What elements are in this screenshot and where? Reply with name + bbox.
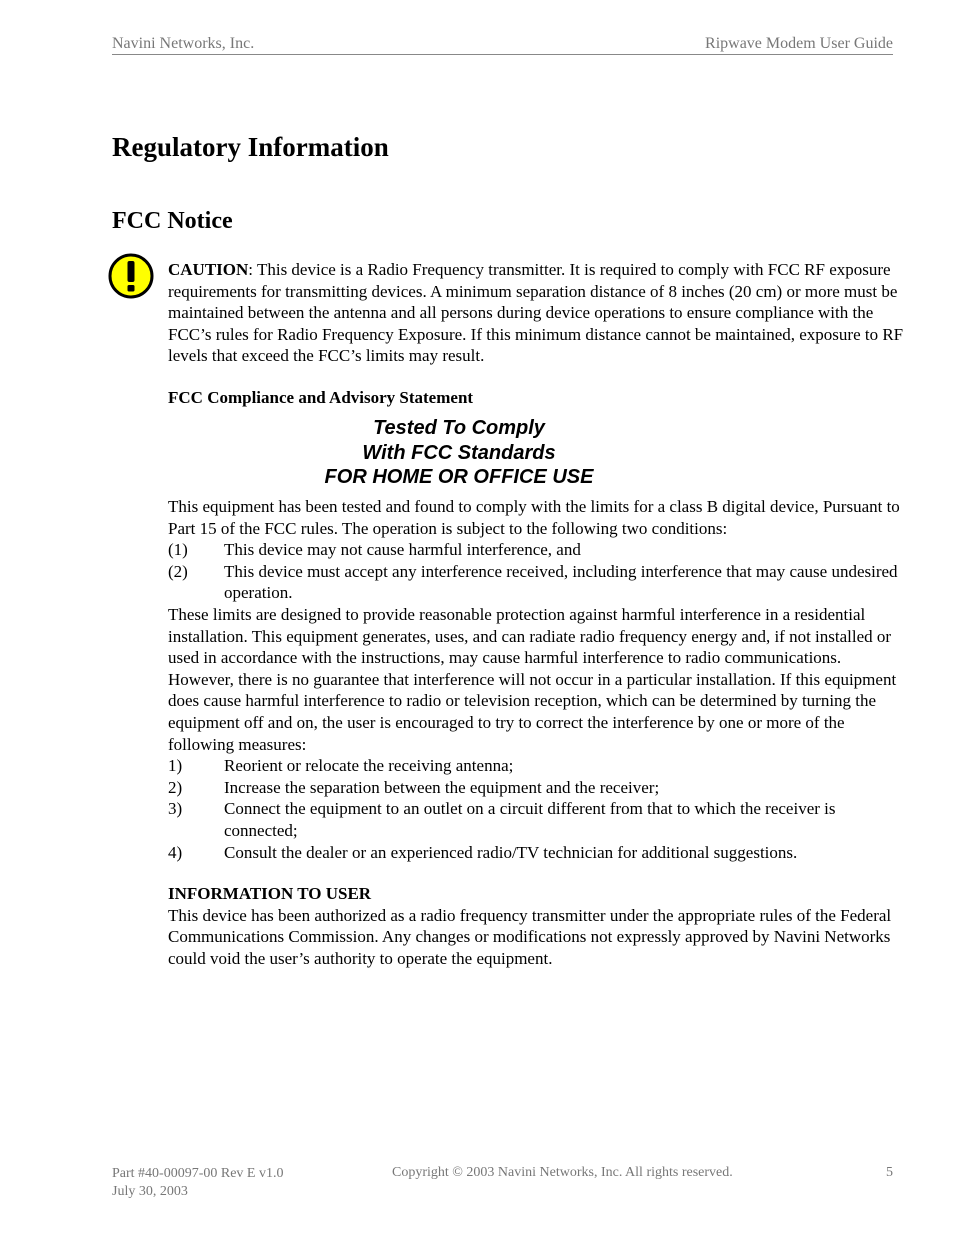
info-user-text: This device has been authorized as a radio frequency transmitter under the appropriate rules of the Federal Communications Commission. Any changes or modifications not expressly approved by Navini Networks could void the user’s authority to operate the equipment. xyxy=(168,905,892,968)
page-title: Regulatory Information xyxy=(112,132,389,162)
page-header xyxy=(112,34,893,55)
list-item xyxy=(168,842,908,864)
compliance-body xyxy=(168,496,908,863)
compliance-heading: FCC Compliance and Advisory Statement xyxy=(168,388,474,407)
list-text: Consult the dealer or an experienced radio/TV technician for additional suggestions. xyxy=(224,842,798,862)
list-item xyxy=(168,798,908,841)
list-text: This device may not cause harmful interference, and xyxy=(224,540,581,560)
header-company: Navini Networks, Inc. xyxy=(112,35,255,52)
list-item xyxy=(168,755,908,777)
caution-text: : This device is a Radio Frequency transmitter. It is required to comply with FCC RF exposure requirements for transmitting devices. A minimum separation distance of 8 inches (20 cm) or more must be maintained between the antenna and all persons during device operations to ensure compliance with the FCC’s rules for Radio Frequency Exposure. If this minimum distance cannot be maintained, exposure to RF levels that exceed the FCC’s limits may result. xyxy=(168,260,904,366)
list-number: 3) xyxy=(168,799,183,819)
tested-banner xyxy=(168,416,750,490)
list-text: Increase the separation between the equipment and the receiver; xyxy=(224,777,660,797)
list-text: This device must accept any interference received, including interference that may cause undesired operation. xyxy=(224,561,898,603)
caution-label: CAUTION xyxy=(168,260,249,279)
list-text: Connect the equipment to an outlet on a circuit different from that to which the receiver is connected; xyxy=(224,799,836,840)
list-number: (1) xyxy=(168,540,188,560)
list-number: 1) xyxy=(168,756,183,776)
list-number: (2) xyxy=(168,561,188,581)
list-number: 2) xyxy=(168,777,183,797)
limits-paragraph: These limits are designed to provide reasonable protection against harmful interference in a residential installation. This equipment generates, uses, and can radiate radio frequency energy and, if not installed or used in accordance with the instructions, may cause harmful interference to radio communications. However, there is no guarantee that interference will not occur in a particular installation. If this equipment does cause harmful interference to radio or television reception, which can be determined by turning the equipment off and on, the user is encouraged to try to correct the interference by one or more of the following measures: xyxy=(168,604,897,754)
caution-paragraph xyxy=(168,259,908,367)
compliance-intro: This equipment has been tested and found to comply with the limits for a class B digital device, Pursuant to Part 15 of the FCC rules. The operation is subject to the following two conditions: xyxy=(168,497,900,538)
list-text: Reorient or relocate the receiving antenna; xyxy=(224,756,514,776)
footer-part-number: Part #40-00097-00 Rev E v1.0 xyxy=(112,1166,284,1181)
tested-line-1: Tested To Comply xyxy=(373,417,545,439)
list-item xyxy=(168,561,908,604)
list-item xyxy=(168,539,908,561)
list-item xyxy=(168,777,908,799)
tested-line-3: FOR HOME OR OFFICE USE xyxy=(324,466,594,488)
section-heading-fcc-notice: FCC Notice xyxy=(112,208,233,234)
header-guide-title: Ripwave Modem User Guide xyxy=(705,35,893,52)
exclamation-warning-icon xyxy=(107,252,155,300)
info-user-section xyxy=(168,883,908,969)
tested-line-2: With FCC Standards xyxy=(362,441,556,464)
footer-part-info xyxy=(112,1165,283,1201)
footer-date: July 30, 2003 xyxy=(112,1184,188,1199)
page-number: 5 xyxy=(886,1165,893,1180)
info-user-heading: INFORMATION TO USER xyxy=(168,884,372,903)
footer-copyright: Copyright © 2003 Navini Networks, Inc. All rights reserved. xyxy=(392,1165,733,1180)
list-number: 4) xyxy=(168,842,183,862)
